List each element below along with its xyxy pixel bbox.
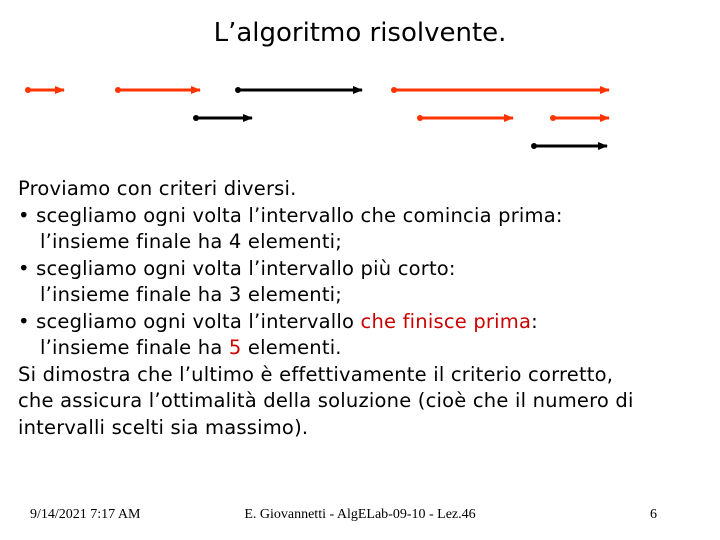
interval-7: [531, 143, 607, 149]
colon: :: [531, 309, 538, 333]
footer-author: E. Giovannetti - AlgELab-09-10 - Lez.46: [244, 507, 476, 522]
bullet-earliest-start-result: l’insieme finale ha 4 elementi;: [40, 230, 343, 253]
result-suffix: elementi.: [241, 336, 342, 359]
highlight-earliest-finish: che finisce prima: [360, 309, 532, 333]
intro-line: Proviamo con criteri diversi.: [18, 177, 297, 200]
bullet-earliest-finish-text: • scegliamo ogni volta l’intervallo: [18, 309, 361, 333]
slide-title: L’algoritmo risolvente.: [213, 18, 507, 48]
conclusion-line-1: Si dimostra che l’ultimo è effettivamente il criterio corretto,: [18, 362, 614, 386]
bullet-earliest-finish-result: [18, 335, 718, 362]
bullet-earliest-start: • scegliamo ogni volta l’intervallo che comincia prima:: [18, 203, 563, 227]
interval-8: [550, 115, 609, 121]
bullet-earliest-finish: [18, 309, 718, 336]
interval-4: [235, 87, 362, 93]
interval-3: [193, 115, 252, 121]
bullet-shortest: • scegliamo ogni volta l’intervallo più corto:: [18, 256, 456, 280]
slide-body: [18, 176, 718, 441]
interval-6: [417, 115, 513, 121]
conclusion-line-2: che assicura l’ottimalità della soluzione (cioè che il numero di: [18, 389, 634, 412]
interval-5: [391, 87, 609, 93]
interval-2: [115, 87, 200, 93]
conclusion-line-3: intervalli scelti sia massimo).: [18, 415, 309, 439]
page-number: 6: [650, 507, 657, 522]
intervals-diagram: [0, 60, 720, 160]
highlight-count: 5: [228, 336, 242, 359]
interval-1: [25, 87, 64, 93]
footer-date: 9/14/2021 7:17 AM: [30, 507, 141, 522]
bullet-shortest-result: l’insieme finale ha 3 elementi;: [40, 283, 343, 306]
result-text: l’insieme finale ha: [40, 336, 229, 359]
